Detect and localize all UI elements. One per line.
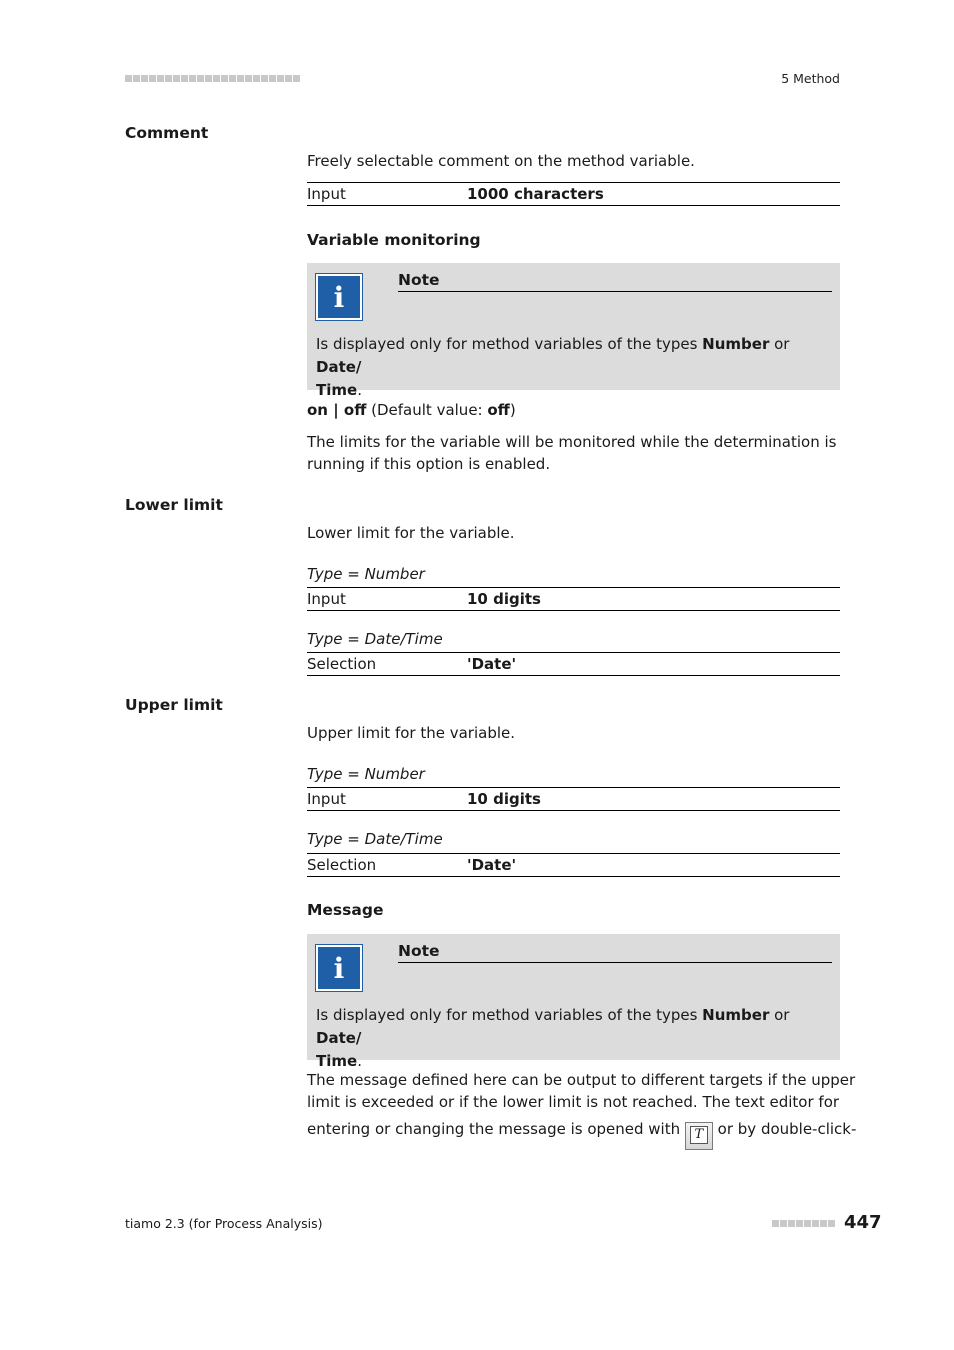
footer-decoration xyxy=(772,1220,835,1227)
lower-limit-description: Lower limit for the variable. xyxy=(307,524,515,542)
row-value: 'Date' xyxy=(467,655,517,673)
upper-date-caption: Type = Date/Time xyxy=(307,830,443,848)
footer-product: tiamo 2.3 (for Process Analysis) xyxy=(125,1216,323,1231)
row-value: 10 digits xyxy=(467,790,541,808)
upper-date-row xyxy=(307,853,840,877)
comment-description: Freely selectable comment on the method variable. xyxy=(307,152,695,170)
info-icon: i xyxy=(316,274,362,320)
lower-date-row xyxy=(307,652,840,676)
header-decoration xyxy=(125,75,300,82)
text-editor-icon: T xyxy=(690,1126,708,1144)
page-number: 447 xyxy=(844,1212,882,1233)
row-key: Input xyxy=(307,590,346,608)
term-comment: Comment xyxy=(125,124,209,142)
row-key: Selection xyxy=(307,856,377,874)
note-box-message xyxy=(307,934,840,1070)
row-value: 10 digits xyxy=(467,590,541,608)
message-heading: Message xyxy=(307,901,384,919)
monitoring-options: on | off (Default value: off) xyxy=(307,401,516,419)
message-description: The message defined here can be output to different targets if the upper limit is exceeded or if the lower limit is not reached. The text editor for xyxy=(307,1071,856,1111)
row-key: Selection xyxy=(307,655,377,673)
row-value: 'Date' xyxy=(467,856,517,874)
upper-number-caption: Type = Number xyxy=(307,765,425,783)
term-lower-limit: Lower limit xyxy=(125,496,223,514)
lower-number-row xyxy=(307,587,840,611)
comment-input-row xyxy=(307,182,840,206)
lower-date-caption: Type = Date/Time xyxy=(307,630,443,648)
note-box-monitoring xyxy=(307,263,840,399)
text-editor-button[interactable] xyxy=(685,1122,713,1150)
term-upper-limit: Upper limit xyxy=(125,696,223,714)
message-description-line3: entering or changing the message is opened with T or by double-click- xyxy=(307,1118,856,1150)
lower-number-caption: Type = Number xyxy=(307,565,425,583)
row-key: Input xyxy=(307,185,346,203)
note-text: Is displayed only for method variables of the types Number or Date/ Time. xyxy=(316,335,790,399)
info-icon: i xyxy=(316,945,362,991)
note-text: Is displayed only for method variables of the types Number or Date/ Time. xyxy=(316,1006,790,1070)
row-key: Input xyxy=(307,790,346,808)
upper-number-row xyxy=(307,787,840,811)
chapter-label: 5 Method xyxy=(781,71,840,86)
variable-monitoring-heading: Variable monitoring xyxy=(307,231,481,249)
row-value: 1000 characters xyxy=(467,185,604,203)
upper-limit-description: Upper limit for the variable. xyxy=(307,724,516,742)
monitoring-description: The limits for the variable will be monitored while the determination is running if this option is enabled. xyxy=(307,433,837,473)
note-title: Note xyxy=(398,271,832,292)
note-title: Note xyxy=(398,942,832,963)
